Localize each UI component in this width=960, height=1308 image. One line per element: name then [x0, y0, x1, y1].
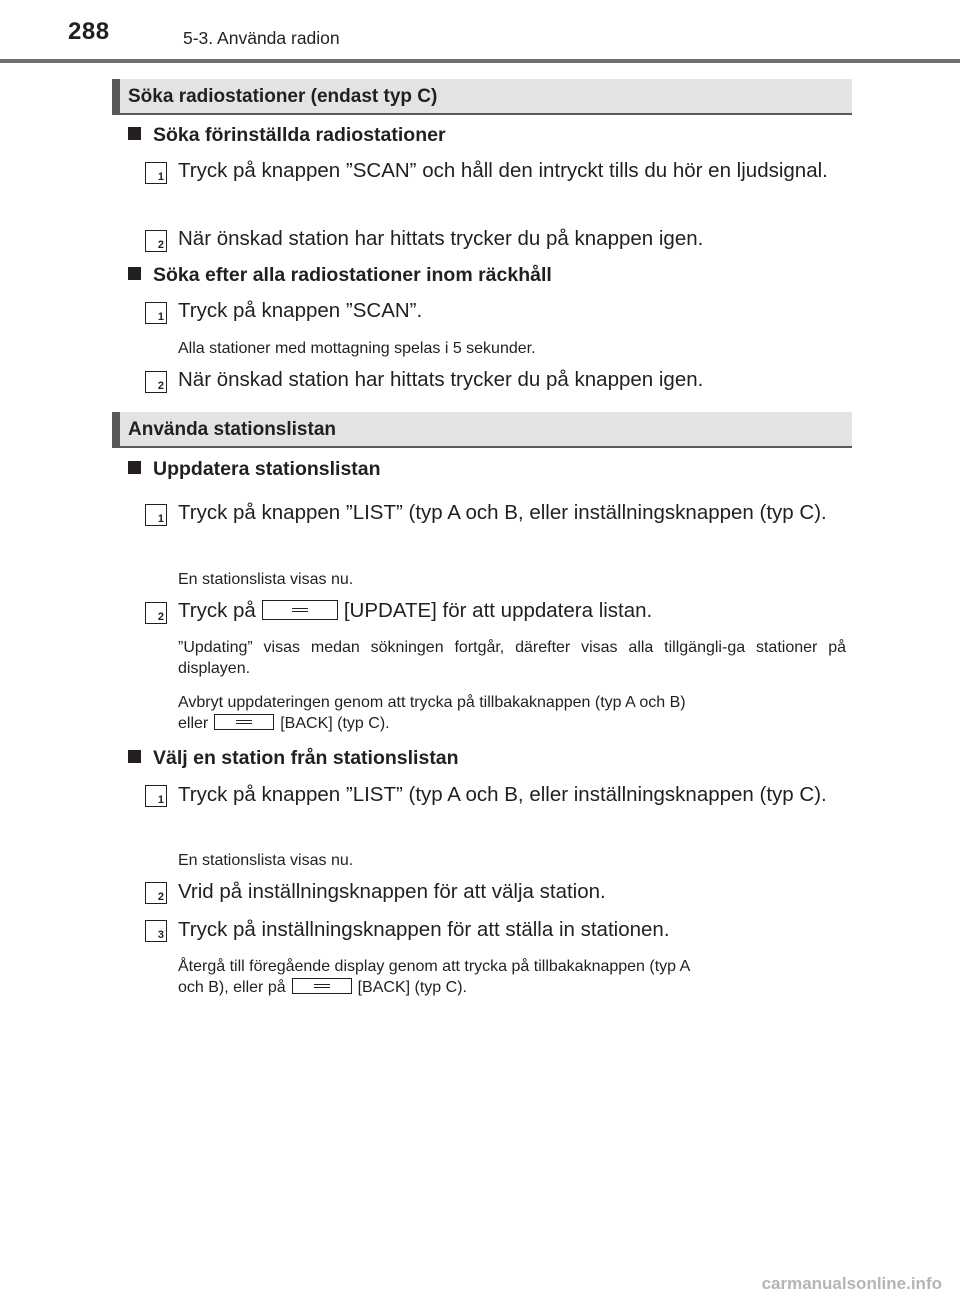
- watermark: carmanualsonline.info: [761, 1274, 942, 1293]
- step-note: Återgå till föregående display genom att trycka på tillbakaknappen (typ A och B), eller på [BACK] (typ C).: [178, 958, 691, 996]
- step-text: När önskad station har hittats trycker du på knappen igen.: [178, 368, 704, 391]
- header-rule: [0, 59, 960, 63]
- step-number-badge: 1: [145, 504, 167, 526]
- square-bullet-icon: [128, 267, 141, 280]
- section-title: Söka radiostationer (endast typ C): [128, 86, 438, 107]
- chapter-title: 5-3. Använda radion: [183, 28, 340, 48]
- display-button-icon: [262, 600, 338, 620]
- section-heading-search: [112, 79, 852, 115]
- step-note: Avbryt uppdateringen genom att trycka på tillbakaknappen (typ A och B) eller [BACK] (typ C).: [178, 694, 686, 732]
- step-text: Tryck på knappen ”LIST” (typ A och B, eller inställningsknappen (typ C).: [178, 501, 827, 524]
- section-title: Använda stationslistan: [128, 419, 336, 440]
- square-bullet-icon: [128, 127, 141, 140]
- step-number-badge: 2: [145, 371, 167, 393]
- step-note: En stationslista visas nu.: [178, 852, 354, 869]
- square-bullet-icon: [128, 461, 141, 474]
- step-number-badge: 1: [145, 162, 167, 184]
- page-number: 288: [68, 18, 110, 45]
- step-text: Tryck på knappen ”SCAN”.: [178, 299, 423, 322]
- step-text: När önskad station har hittats trycker du på knappen igen.: [178, 227, 704, 250]
- step-number-badge: 2: [145, 882, 167, 904]
- step-text: Vrid på inställningsknappen för att välja station.: [178, 880, 606, 903]
- step-number-badge: 1: [145, 785, 167, 807]
- step-text: Tryck på knappen ”SCAN” och håll den intryckt tills du hör en ljudsignal.: [178, 159, 828, 182]
- subheading-preset-search: Söka förinställda radiostationer: [128, 124, 446, 147]
- page-header: [0, 0, 960, 64]
- step-number-badge: 3: [145, 920, 167, 942]
- step-note: En stationslista visas nu.: [178, 571, 354, 588]
- subheading-update-list: Uppdatera stationslistan: [128, 458, 381, 481]
- step-number-badge: 1: [145, 302, 167, 324]
- step-text: Tryck på knappen ”LIST” (typ A och B, eller inställningsknappen (typ C).: [178, 783, 827, 806]
- display-button-icon: [214, 714, 274, 730]
- step-text: Tryck på inställningsknappen för att ställa in stationen.: [178, 918, 670, 941]
- step-note: ”Updating” visas medan sökningen fortgår, därefter visas alla tillgängli-ga stationer på displayen.: [178, 639, 846, 677]
- step-note: Alla stationer med mottagning spelas i 5 sekunder.: [178, 340, 536, 357]
- square-bullet-icon: [128, 750, 141, 763]
- step-number-badge: 2: [145, 602, 167, 624]
- display-button-icon: [292, 978, 352, 994]
- subheading-choose-station: Välj en station från stationslistan: [128, 747, 459, 770]
- subheading-scan-all: Söka efter alla radiostationer inom räckhåll: [128, 264, 552, 287]
- step-text: Tryck på [UPDATE] för att uppdatera listan.: [178, 599, 653, 622]
- step-number-badge: 2: [145, 230, 167, 252]
- section-heading-station-list: [112, 412, 852, 448]
